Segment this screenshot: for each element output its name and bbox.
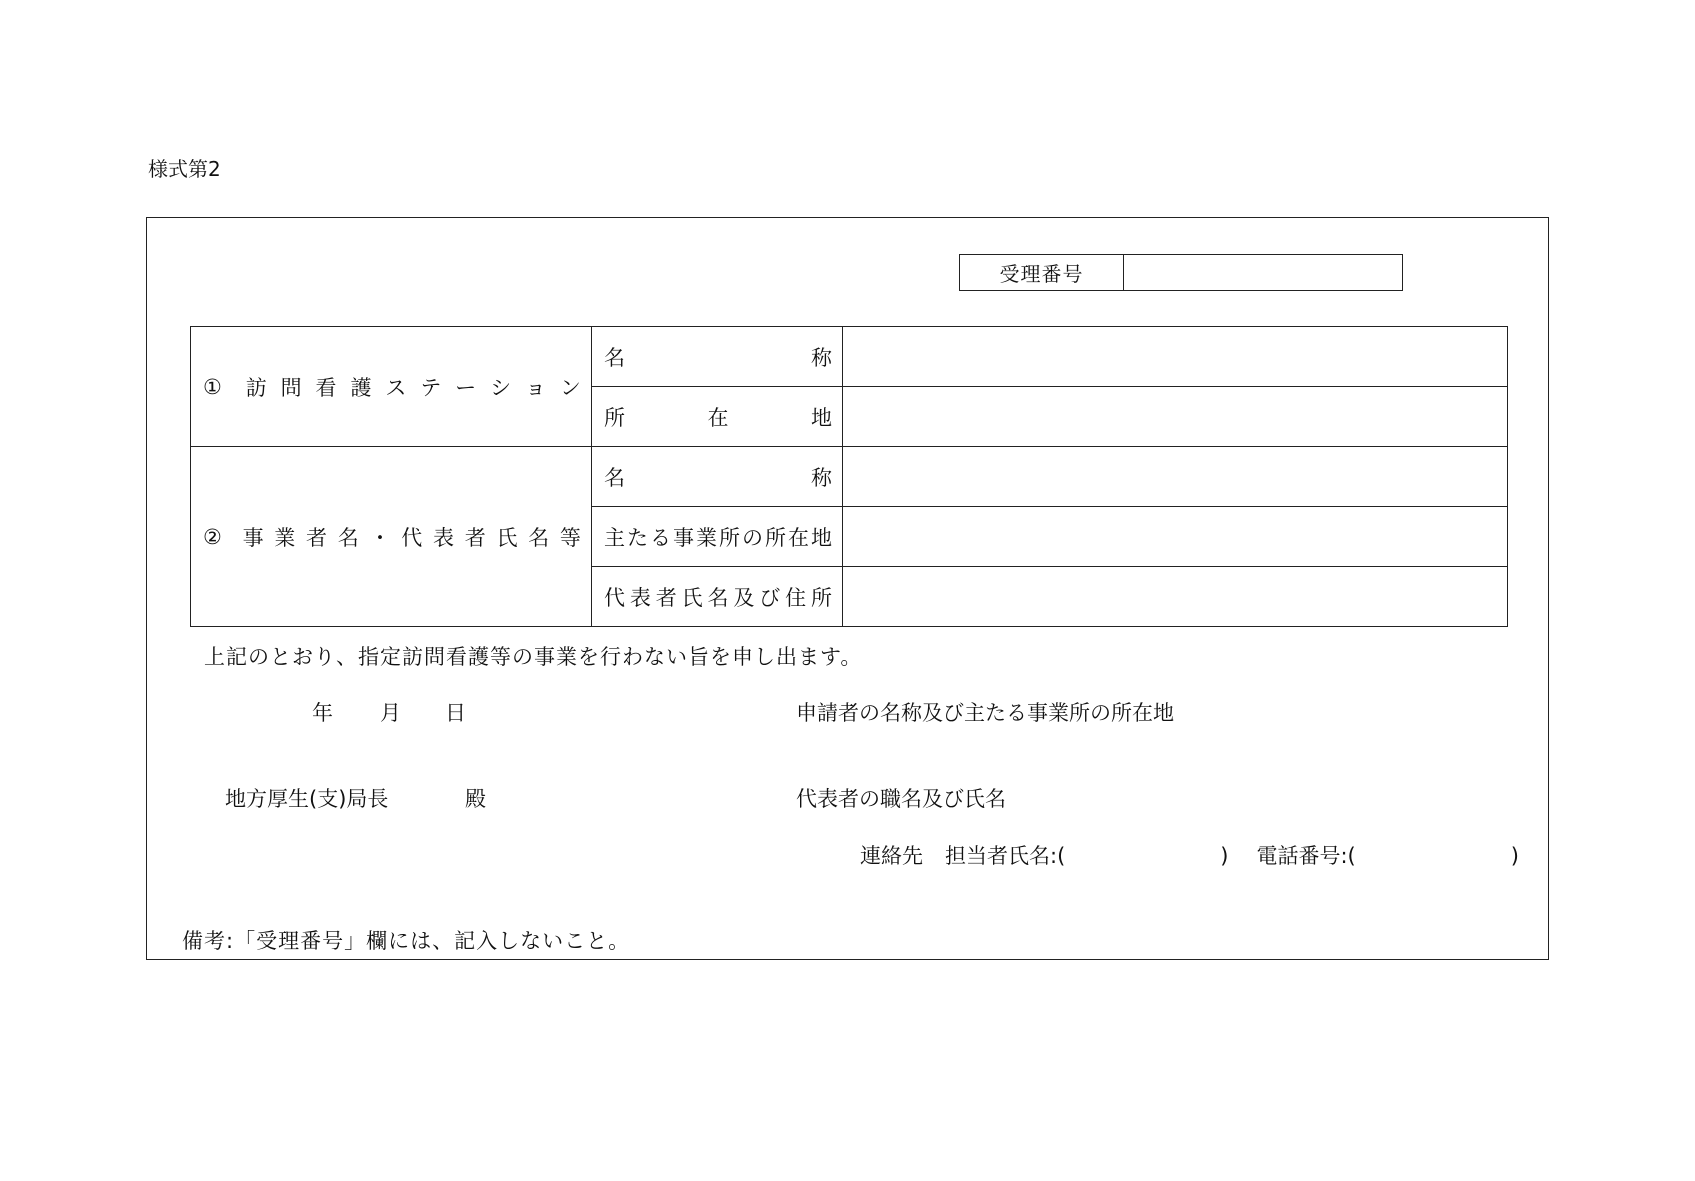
applicant-address-label: 申請者の名称及び主たる事業所の所在地 [796, 701, 1174, 725]
label-char: 地 [811, 525, 832, 550]
label-char: 称 [811, 465, 832, 490]
contact-person-close: ) [1220, 844, 1229, 868]
receipt-number-box [959, 254, 1403, 291]
station-section-header [191, 327, 592, 447]
representative-name-address-field[interactable] [843, 567, 1508, 627]
label-char: の [742, 525, 763, 550]
label-char: 主 [604, 525, 625, 550]
label-char: 者 [655, 585, 677, 610]
label-char: 地 [811, 405, 832, 430]
label-char: 在 [788, 525, 809, 550]
operator-name-label [592, 447, 843, 507]
label-char: 問 [280, 375, 302, 400]
label-char: 表 [629, 585, 651, 610]
contact-line [860, 840, 1519, 870]
label-char: ・ [369, 525, 391, 550]
label-char: び [759, 585, 781, 610]
label-char: 者 [306, 525, 328, 550]
label-char: ー [455, 375, 477, 400]
station-address-label [592, 387, 843, 447]
label-char: 名 [604, 345, 625, 370]
label-char: 名 [604, 465, 625, 490]
label-char: 所 [604, 405, 625, 430]
contact-phone-close: ) [1510, 844, 1519, 868]
representative-name-address-label [592, 567, 843, 627]
label-char: 訪 [245, 375, 267, 400]
notification-table [190, 326, 1508, 627]
label-char: 業 [696, 525, 717, 550]
label-char: 在 [707, 405, 729, 430]
label-char: テ [420, 375, 442, 400]
label-char: ン [559, 375, 581, 400]
table-row [191, 327, 1508, 387]
label-char: 所 [811, 585, 832, 610]
operator-section-header [191, 447, 592, 627]
receipt-number-field[interactable] [1124, 255, 1402, 290]
representative-title-label: 代表者の職名及び氏名 [796, 787, 1006, 811]
station-address-field[interactable] [843, 387, 1508, 447]
label-char: た [627, 525, 648, 550]
declaration-statement: 上記のとおり、指定訪問看護等の事業を行わない旨を申し出ます。 [204, 645, 863, 669]
remarks-note: 備考:「受理番号」欄には、記入しないこと。 [182, 929, 631, 953]
contact-phone-label: 電話番号:( [1256, 844, 1356, 868]
date-day-label: 日 [445, 701, 466, 725]
label-char: 表 [432, 525, 454, 550]
label-char: 所 [765, 525, 786, 550]
label-char: ョ [524, 375, 546, 400]
label-char: 業 [274, 525, 296, 550]
station-name-label [592, 327, 843, 387]
label-char: る [650, 525, 671, 550]
label-char: 住 [785, 585, 807, 610]
label-char: 代 [604, 585, 625, 610]
form-number-label: 様式第2 [148, 157, 221, 181]
label-char: 者 [464, 525, 486, 550]
label-char: 看 [315, 375, 337, 400]
operator-name-field[interactable] [843, 447, 1508, 507]
table-row [191, 447, 1508, 507]
section-number: ① [203, 374, 222, 399]
label-char: 及 [733, 585, 755, 610]
label-char: 名 [707, 585, 729, 610]
section-number: ② [203, 524, 222, 549]
date-month-label: 月 [380, 701, 401, 725]
contact-label: 連絡先 [860, 844, 923, 868]
label-char: 氏 [496, 525, 518, 550]
label-char: 名 [528, 525, 550, 550]
receipt-number-label: 受理番号 [960, 255, 1124, 290]
main-office-address-field[interactable] [843, 507, 1508, 567]
addressee: 地方厚生(支)局長 [225, 787, 389, 811]
main-office-address-label [592, 507, 843, 567]
label-char: 事 [242, 525, 264, 550]
honorific: 殿 [465, 787, 486, 811]
label-char: 称 [811, 345, 832, 370]
label-char: シ [490, 375, 512, 400]
label-char: ス [385, 375, 407, 400]
label-char: 氏 [681, 585, 703, 610]
contact-person-label: 担当者氏名:( [945, 844, 1066, 868]
label-char: 等 [559, 525, 581, 550]
date-year-label: 年 [312, 701, 333, 725]
label-char: 護 [350, 375, 372, 400]
station-name-field[interactable] [843, 327, 1508, 387]
label-char: 所 [719, 525, 740, 550]
label-char: 代 [401, 525, 423, 550]
label-char: 事 [673, 525, 694, 550]
label-char: 名 [337, 525, 359, 550]
